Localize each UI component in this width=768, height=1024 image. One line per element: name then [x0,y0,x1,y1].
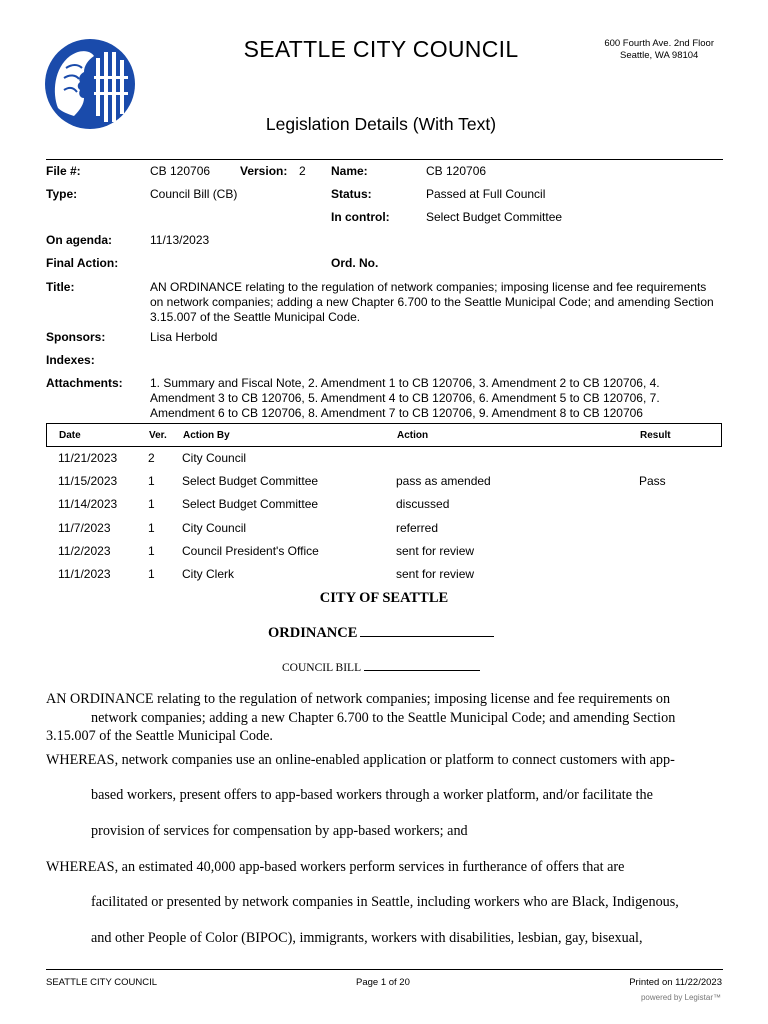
whereas-paragraph-2 [46,850,722,956]
header-ver: Ver. [149,430,167,441]
version-label: Version: [240,164,288,178]
powered-by-legistar: powered by Legistar™ [640,993,721,1002]
paragraph-line: based workers, present offers to app-based workers through a worker platform, and/or facilitate the [91,787,653,804]
row-ver: 1 [148,497,155,512]
footer-divider [46,969,723,970]
whereas-paragraph-1 [46,743,722,849]
council-bill-label: COUNCIL BILL [282,662,362,674]
row-date: 11/2/2023 [58,543,111,558]
paragraph-line: 3.15.007 of the Seattle Municipal Code. [46,728,273,744]
row-date: 11/7/2023 [58,520,111,535]
in-control-value: Select Budget Committee [426,210,563,224]
table-row [46,540,722,563]
council-bill-heading [282,661,480,674]
address-line-1: 600 Fourth Ave. 2nd Floor [604,38,714,49]
row-date: 11/15/2023 [58,474,118,489]
row-action: referred [396,520,439,535]
row-ver: 1 [148,474,155,489]
history-header-row [46,423,722,447]
row-ver: 1 [148,566,155,581]
header-result: Result [640,430,671,441]
attachments-value: 1. Summary and Fiscal Note, 2. Amendment 1 to CB 120706, 3. Amendment 2 to CB 120706, 4. Amendment 3 to CB 120706, 5. Amendment 4 to CB 120706, 6. Amendment 5 to CB 120706, 7. Amendment 6 to CB 120706, 8. Amendment 7 to CB 120706, 9. Amendment 8 to CB 120706 [150,376,660,420]
council-address [604,38,714,62]
row-action-by: City Clerk [182,566,235,581]
header-action: Action [397,430,429,441]
final-action-label: Final Action: [46,256,119,270]
page-title: Legislation Details (With Text) [265,114,497,134]
status-value: Passed at Full Council [426,187,546,201]
address-line-2: Seattle, WA 98104 [619,50,699,61]
paragraph-line: WHEREAS, network companies use an online-enabled application or platform to connect customers with app- [46,752,675,768]
row-action: discussed [396,497,450,512]
paragraph-line: WHEREAS, an estimated 40,000 app-based workers perform services in furtherance of offers that are [46,859,625,875]
ord-no-label: Ord. No. [331,256,379,270]
attachments-label: Attachments: [46,376,123,390]
row-action: pass as amended [396,474,491,489]
sponsors-value: Lisa Herbold [150,330,218,344]
ordinance-heading [268,625,494,642]
row-action-by: Select Budget Committee [182,497,319,512]
row-ver: 1 [148,520,155,535]
title-value: AN ORDINANCE relating to the regulation of network companies; imposing license and fee requirements on network companies; adding a new Chapter 6.700 to the Seattle Municipal Code; and amending Section 3.15.007 of the Seattle Municipal Code. [150,280,714,324]
row-date: 11/14/2023 [58,497,118,512]
indexes-label: Indexes: [46,353,95,367]
on-agenda-label: On agenda: [46,233,113,247]
table-row [46,447,722,470]
header-divider [46,159,723,160]
footer-left: SEATTLE CITY COUNCIL [46,977,158,988]
city-heading: CITY OF SEATTLE [319,590,449,606]
row-result: Pass [639,474,666,489]
type-label: Type: [46,187,78,201]
footer-printed-date: Printed on 11/22/2023 [629,977,722,988]
paragraph-line: and other People of Color (BIPOC), immigrants, workers with disabilities, lesbian, gay, bisexual, [91,929,643,946]
version-value: 2 [299,164,306,178]
row-date: 11/21/2023 [58,451,118,465]
row-action-by: City Council [182,451,247,465]
row-action-by: Select Budget Committee [182,474,319,489]
ordinance-number-blank [360,625,494,637]
sponsors-label: Sponsors: [46,330,106,344]
name-label: Name: [331,164,368,178]
row-action: sent for review [396,543,475,558]
ordinance-title-paragraph [46,690,722,746]
title-label: Title: [46,280,75,294]
file-value: CB 120706 [150,164,211,178]
ordinance-label: ORDINANCE [268,625,358,641]
table-row [46,517,722,540]
in-control-label: In control: [331,210,390,224]
row-date: 11/1/2023 [58,566,111,581]
legislation-history-table [46,423,722,586]
paragraph-line: facilitated or presented by network companies in Seattle, including workers who are Black, Indigenous, [91,894,679,911]
file-label: File #: [46,164,81,178]
row-ver: 2 [148,451,155,465]
name-value: CB 120706 [426,164,487,178]
row-action-by: Council President's Office [182,543,319,558]
paragraph-line: provision of services for compensation by app-based workers; and [91,822,468,839]
table-row [46,470,722,493]
paragraph-line: network companies; adding a new Chapter 6.700 to the Seattle Municipal Code; and amending Section [91,709,676,726]
table-row [46,493,722,516]
table-row [46,563,722,586]
header-action-by: Action By [183,430,230,441]
council-bill-blank [364,661,480,671]
paragraph-line: AN ORDINANCE relating to the regulation of network companies; imposing license and fee requirements on [46,691,671,707]
status-label: Status: [331,187,372,201]
on-agenda-value: 11/13/2023 [150,233,210,247]
row-action-by: City Council [182,520,247,535]
row-ver: 1 [148,543,155,558]
type-value: Council Bill (CB) [150,187,238,201]
header-date: Date [59,430,81,441]
council-name: SEATTLE CITY COUNCIL [243,36,519,62]
row-action: sent for review [396,566,475,581]
footer-page-number: Page 1 of 20 [356,977,410,988]
